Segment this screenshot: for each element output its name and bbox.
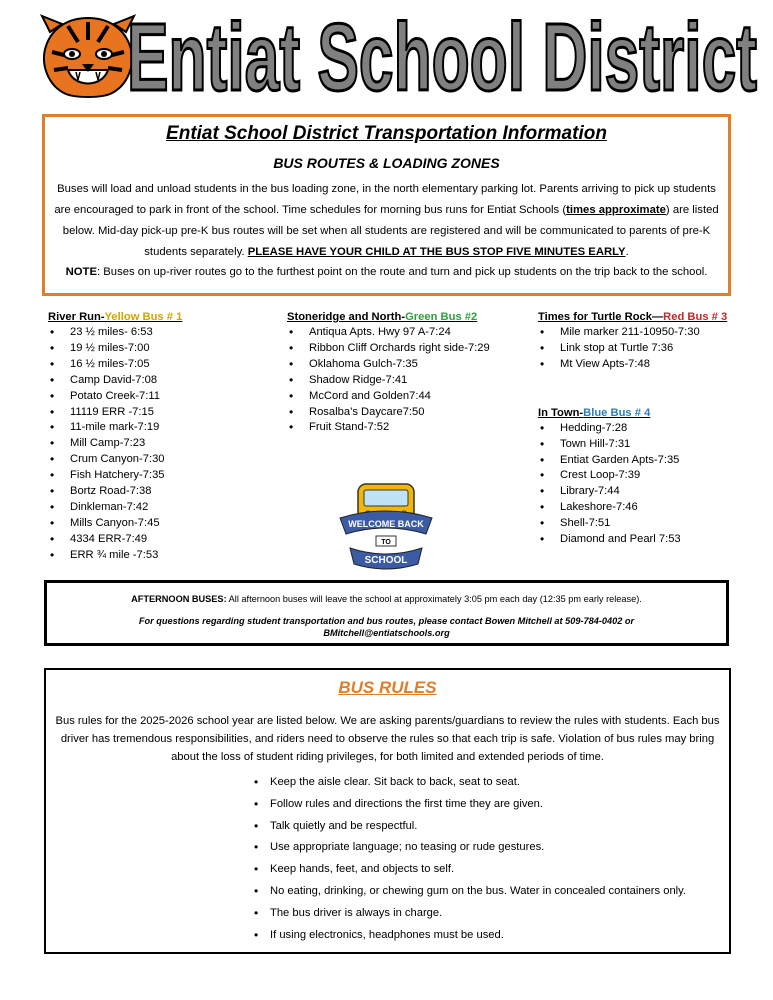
bus-rules-list — [254, 772, 686, 946]
rule-item: • Keep hands, feet, and objects to self. — [254, 859, 686, 881]
stop-item: • Mile marker 211-10950-7:30 — [538, 325, 758, 341]
route-prefix: Stoneridge and North- — [287, 311, 406, 323]
rule-item: • Use appropriate language; no teasing or rude gestures. — [254, 837, 686, 859]
stop-item: • 23 ½ miles- 6:53 — [48, 325, 268, 341]
stop-item: • Ribbon Cliff Orchards right side-7:29 — [287, 341, 527, 357]
stop-item: • Crum Canyon-7:30 — [48, 452, 268, 468]
bus-label-blue: Blue Bus # 4 — [583, 406, 651, 419]
note-label: NOTE — [65, 266, 97, 278]
stop-item: • Shell-7:51 — [538, 516, 758, 532]
district-title — [122, 10, 762, 102]
welcome-line1: WELCOME BACK — [348, 519, 424, 529]
stop-list — [48, 325, 268, 564]
route-column-3 — [538, 309, 758, 548]
stop-item: • Mills Canyon-7:45 — [48, 516, 268, 532]
stop-item: • Bortz Road-7:38 — [48, 484, 268, 500]
route-heading — [538, 309, 758, 325]
welcome-line2: TO — [381, 539, 391, 546]
transportation-paragraph — [53, 179, 720, 263]
afternoon-label: AFTERNOON BUSES: — [131, 594, 227, 604]
stop-item: • 16 ½ miles-7:05 — [48, 357, 268, 373]
stop-list — [538, 325, 758, 373]
route-heading — [48, 309, 268, 325]
stop-item: • Link stop at Turtle 7:36 — [538, 341, 758, 357]
bus-label-green: Green Bus #2 — [405, 311, 478, 323]
welcome-back-bus-icon — [336, 482, 436, 572]
stop-item: • Shadow Ridge-7:41 — [287, 373, 527, 389]
stop-item: • ERR ¾ mile -7:53 — [48, 548, 268, 564]
stop-item: • Fruit Stand-7:52 — [287, 420, 527, 436]
stop-item: • Rosalba’s Daycare7:50 — [287, 405, 527, 421]
transportation-title: Entiat School District Transportation Information — [166, 123, 607, 144]
stop-item: • Mt View Apts-7:48 — [538, 357, 758, 373]
rule-item: • The bus driver is always in charge. — [254, 903, 686, 925]
route-stoneridge — [287, 309, 527, 436]
stop-list — [287, 325, 527, 436]
para-part-b: ) are listed below. Mid-day pick-up pre-K bus routes will be set when all students are registered and will be communicated to parents of pre-K students separately. — [62, 204, 719, 258]
early-warning: PLEASE HAVE YOUR CHILD AT THE BUS STOP FIVE MINUTES EARLY — [247, 246, 626, 258]
route-prefix: River Run- — [48, 311, 105, 323]
route-in-town — [538, 405, 758, 548]
stop-item: • Crest Loop-7:39 — [538, 468, 758, 484]
stop-item: • McCord and Golden7:44 — [287, 389, 527, 405]
bus-label-yellow: Yellow Bus # 1 — [104, 311, 183, 323]
rule-item: • No eating, drinking, or chewing gum on the bus. Water in concealed containers only. — [254, 881, 686, 903]
stop-item: • 11-mile mark-7:19 — [48, 420, 268, 436]
route-heading — [538, 405, 758, 421]
bus-rules-intro: Bus rules for the 2025-2026 school year are listed below. We are asking parents/guardians to review the rules with students. Each bus driver has tremendous responsibilities, and riders need to observe the rules so that each trip is safe. Violation of bus rules may bring about the loss of student riding privileges, for both limited and extended periods of time. — [55, 715, 720, 763]
note-text: : Buses on up-river routes go to the furthest point on the route and turn and pick up students on the trip back to the school. — [96, 266, 708, 278]
afternoon-line — [47, 594, 726, 604]
stop-item: • Diamond and Pearl 7:53 — [538, 532, 758, 548]
stop-item: • 4334 ERR-7:49 — [48, 532, 268, 548]
stop-item: • Hedding-7:28 — [538, 421, 758, 437]
bus-label-red: Red Bus # 3 — [663, 311, 728, 323]
stop-item: • Town Hill-7:31 — [538, 437, 758, 453]
stop-item: • Dinkleman-7:42 — [48, 500, 268, 516]
para-part-a: Buses will load and unload students in the bus loading zone, in the north elementary parking lot. Parents arriving to pick up students are encouraged to park in front of the school. Time schedules for morning bus runs for Entiat Schools ( — [54, 183, 716, 216]
route-heading — [287, 309, 527, 325]
district-title-text: Entiat School District — [127, 10, 757, 102]
stop-item: • 19 ½ miles-7:00 — [48, 341, 268, 357]
stop-item: • Antiqua Apts. Hwy 97 A-7:24 — [287, 325, 527, 341]
stop-item: • Mill Camp-7:23 — [48, 436, 268, 452]
afternoon-buses-box — [44, 580, 729, 646]
contact-line: For questions regarding student transportation and bus routes, please contact Bowen Mitchell at 509-784-0402 or BMitchell@entiatschools.org — [138, 616, 635, 638]
stop-item: • Entiat Garden Apts-7:35 — [538, 453, 758, 469]
note-paragraph — [53, 263, 720, 281]
stop-list — [538, 421, 758, 548]
stop-item: • Library-7:44 — [538, 484, 758, 500]
welcome-line3: SCHOOL — [364, 555, 408, 566]
stop-item: • Potato Creek-7:11 — [48, 389, 268, 405]
para-end: . — [625, 246, 629, 258]
page-header — [0, 0, 773, 108]
transportation-info-box — [42, 114, 731, 296]
rule-item: • If using electronics, headphones must be used. — [254, 925, 686, 947]
route-turtle-rock — [538, 309, 758, 373]
rule-item: • Keep the aisle clear. Sit back to back, seat to seat. — [254, 772, 686, 794]
stop-item: • Fish Hatchery-7:35 — [48, 468, 268, 484]
route-prefix: In Town- — [538, 406, 584, 419]
times-approximate: times approximate — [566, 204, 666, 216]
stop-item: • Camp David-7:08 — [48, 373, 268, 389]
stop-item: • 11119 ERR -7:15 — [48, 405, 268, 421]
bus-rules-title: BUS RULES — [338, 678, 437, 697]
route-prefix: Times for Turtle Rock— — [538, 311, 664, 323]
stop-item: • Lakeshore-7:46 — [538, 500, 758, 516]
stop-item: • Oklahoma Gulch-7:35 — [287, 357, 527, 373]
route-river-run — [48, 309, 268, 564]
rule-item: • Talk quietly and be respectful. — [254, 816, 686, 838]
bus-rules-box — [44, 668, 731, 954]
afternoon-text: All afternoon buses will leave the school at approximately 3:05 pm each day (12:35 pm early release). — [226, 594, 642, 604]
bus-routes-subtitle: BUS ROUTES & LOADING ZONES — [273, 155, 500, 171]
rule-item: • Follow rules and directions the first time they are given. — [254, 794, 686, 816]
